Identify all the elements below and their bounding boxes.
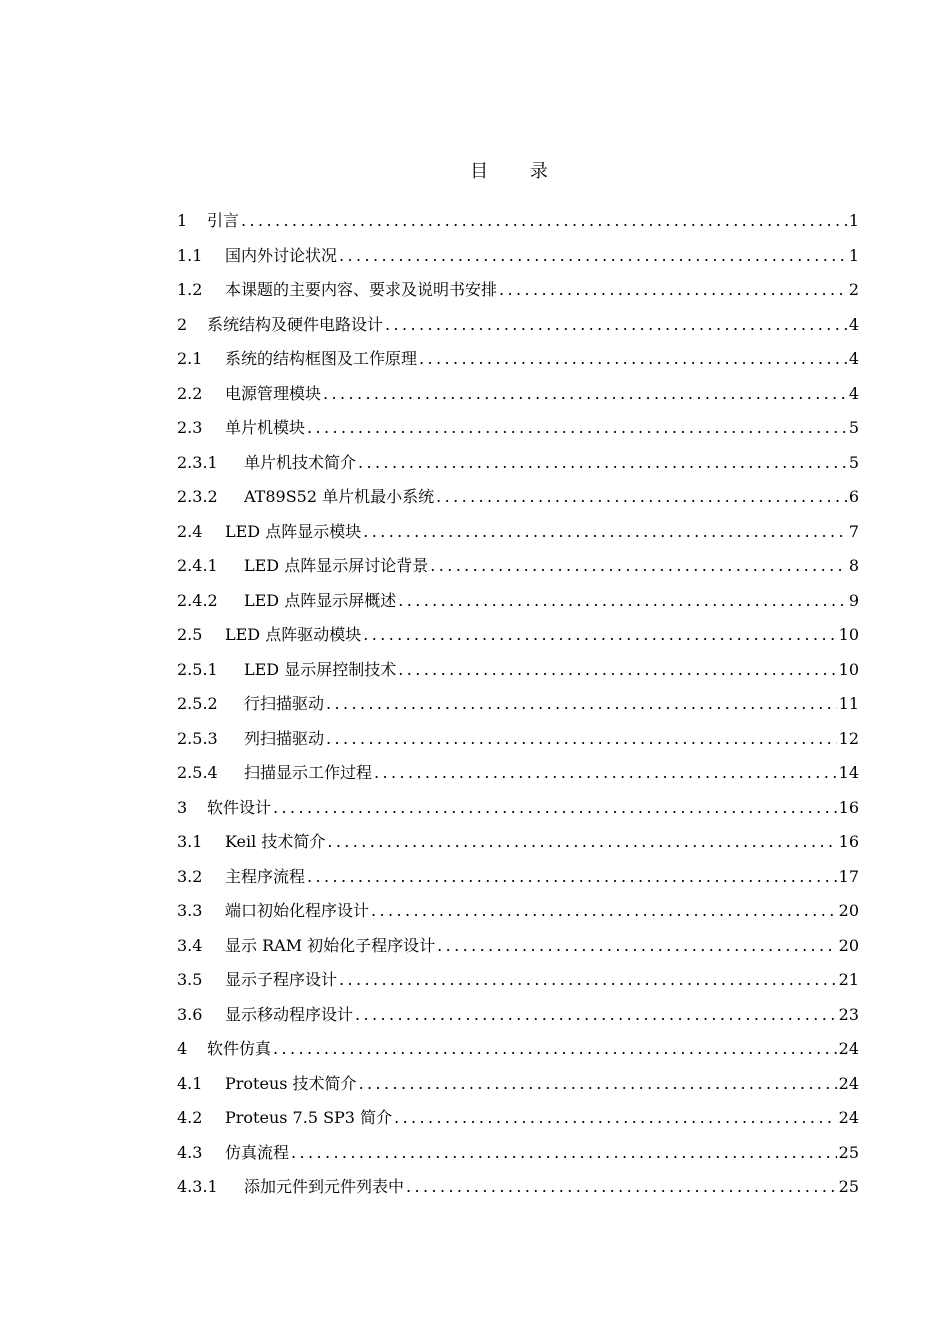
toc-entry[interactable] <box>177 827 859 862</box>
toc-dot-leader <box>406 1172 837 1202</box>
toc-entry[interactable] <box>177 689 859 724</box>
toc-dot-leader <box>394 1103 837 1133</box>
toc-entry[interactable] <box>177 793 859 828</box>
toc-entry-title: 引言 <box>207 211 240 230</box>
toc-entry-title: LED 点阵驱动模块 <box>225 625 362 644</box>
toc-entry-title: 显示 RAM 初始化子程序设计 <box>225 935 436 955</box>
toc-entry-page: 16 <box>838 832 859 851</box>
toc-entry[interactable] <box>177 448 859 483</box>
toc-entry-title: LED 点阵显示屏讨论背景 <box>244 556 429 575</box>
toc-entry-number: 3.5 <box>177 970 203 989</box>
toc-dot-leader <box>499 275 847 305</box>
toc-entry-number: 1.1 <box>177 245 203 265</box>
toc-entry-title: 主程序流程 <box>225 866 306 886</box>
toc-entry-title: 软件设计 <box>207 797 272 817</box>
toc-entry-title: 仿真流程 <box>225 1142 290 1162</box>
toc-dot-leader <box>371 896 837 926</box>
toc-entry[interactable] <box>177 896 859 931</box>
toc-entry-title: LED 点阵显示屏概述 <box>244 590 397 610</box>
toc-entry-number: 4.3 <box>177 1142 203 1162</box>
toc-entry-title: 系统结构及硬件电路设计 <box>207 314 384 334</box>
toc-entry[interactable] <box>177 655 859 690</box>
toc-dot-leader <box>323 379 847 409</box>
toc-dot-leader <box>273 793 837 823</box>
toc-entry-number: 3.3 <box>177 901 203 920</box>
toc-entry-title: LED 显示屏控制技术 <box>244 659 397 679</box>
toc-entry-number: 4.1 <box>177 1073 203 1093</box>
toc-entry[interactable] <box>177 1000 859 1035</box>
toc-entry-page: 1 <box>848 211 859 230</box>
toc-entry-page: 4 <box>848 349 859 368</box>
toc-entry-title: 端口初始化程序设计 <box>225 901 370 920</box>
toc-entry-number: 2.5.3 <box>177 728 218 748</box>
toc-entry-title: Proteus 技术简介 <box>225 1073 357 1093</box>
toc-entry-number: 2.5.2 <box>177 694 218 713</box>
toc-dot-leader <box>398 586 847 616</box>
toc-entry-title: 添加元件到元件列表中 <box>244 1177 405 1196</box>
toc-entry[interactable] <box>177 758 859 793</box>
toc-entry-title: 电源管理模块 <box>225 383 322 403</box>
toc-entry[interactable] <box>177 586 859 621</box>
toc-entry-number: 2.5.4 <box>177 763 218 782</box>
toc-dot-leader <box>437 931 836 961</box>
toc-entry[interactable] <box>177 620 859 655</box>
toc-dot-leader <box>339 965 837 995</box>
toc-entry[interactable] <box>177 862 859 897</box>
toc-entry[interactable] <box>177 241 859 276</box>
toc-entry-number: 1.2 <box>177 280 203 299</box>
toc-entry-number: 2.3 <box>177 418 203 437</box>
toc-entry-page: 7 <box>848 521 859 541</box>
toc-entry-number: 2.2 <box>177 383 203 403</box>
toc-entry-number: 3.4 <box>177 935 203 955</box>
toc-entry[interactable] <box>177 379 859 414</box>
toc-dot-leader <box>291 1138 837 1168</box>
toc-entry-number: 3.6 <box>177 1004 203 1024</box>
toc-entry-number: 4.3.1 <box>177 1177 218 1196</box>
toc-entry-page: 8 <box>848 556 859 575</box>
toc-entry[interactable] <box>177 551 859 586</box>
toc-entry[interactable] <box>177 206 859 241</box>
toc-entry-title: 行扫描驱动 <box>244 694 325 713</box>
toc-entry-number: 2.4 <box>177 521 203 541</box>
toc-dot-leader <box>327 827 836 857</box>
toc-dot-leader <box>273 1034 837 1064</box>
toc-entry[interactable] <box>177 517 859 552</box>
toc-entry[interactable] <box>177 1138 859 1173</box>
toc-entry-number: 2 <box>177 314 188 334</box>
toc-entry-title: Proteus 7.5 SP3 简介 <box>225 1108 393 1127</box>
toc-dot-leader <box>307 862 837 892</box>
toc-entry[interactable] <box>177 1069 859 1104</box>
toc-entry-page: 1 <box>848 245 859 265</box>
toc-entry-page: 24 <box>838 1039 859 1058</box>
toc-entry[interactable] <box>177 310 859 345</box>
toc-entry-page: 25 <box>838 1142 859 1162</box>
toc-entry[interactable] <box>177 344 859 379</box>
toc-dot-leader <box>363 620 836 650</box>
toc-entry-page: 20 <box>838 935 859 955</box>
toc-dot-leader <box>307 413 847 443</box>
toc-entry-page: 5 <box>848 452 859 472</box>
toc-dot-leader <box>398 655 836 685</box>
toc-entry-page: 23 <box>838 1004 859 1024</box>
toc-entry-page: 11 <box>838 694 859 713</box>
toc-entry-number: 1 <box>177 211 188 230</box>
toc-dot-leader <box>355 1000 837 1030</box>
toc-entry-number: 2.1 <box>177 349 203 368</box>
toc-entry-title: 显示子程序设计 <box>225 970 338 989</box>
toc-entry-number: 2.3.1 <box>177 452 218 472</box>
toc-entry-title: Keil 技术简介 <box>225 832 326 851</box>
toc-dot-leader <box>385 310 847 340</box>
toc-entry-page: 9 <box>848 590 859 610</box>
toc-entry-page: 12 <box>838 728 859 748</box>
toc-dot-leader <box>374 758 837 788</box>
toc-entry-title: 国内外讨论状况 <box>225 245 338 265</box>
toc-entry-number: 2.5 <box>177 625 203 644</box>
toc-entry-number: 4 <box>177 1039 188 1058</box>
toc-entry-title: 显示移动程序设计 <box>225 1004 354 1024</box>
toc-entry-number: 2.5.1 <box>177 659 218 679</box>
toc-entry-title: AT89S52 单片机最小系统 <box>244 487 435 506</box>
toc-entry-page: 4 <box>848 383 859 403</box>
toc-dot-leader <box>419 344 847 374</box>
toc-entry[interactable] <box>177 931 859 966</box>
table-of-contents <box>177 206 859 1207</box>
toc-entry[interactable] <box>177 482 859 517</box>
toc-entry-title: 扫描显示工作过程 <box>244 763 373 782</box>
toc-entry-page: 17 <box>838 866 859 886</box>
toc-entry-number: 2.3.2 <box>177 487 218 506</box>
toc-entry[interactable] <box>177 1103 859 1138</box>
toc-entry[interactable] <box>177 275 859 310</box>
toc-entry-number: 3 <box>177 797 188 817</box>
toc-entry-page: 21 <box>838 970 859 989</box>
toc-entry-title: LED 点阵显示模块 <box>225 521 362 541</box>
toc-entry[interactable] <box>177 1172 859 1207</box>
toc-entry-page: 6 <box>848 487 859 506</box>
toc-entry-number: 3.2 <box>177 866 203 886</box>
toc-entry-page: 10 <box>838 625 859 644</box>
toc-entry-page: 25 <box>838 1177 859 1196</box>
toc-dot-leader <box>363 517 847 547</box>
toc-entry-title: 单片机模块 <box>225 418 306 437</box>
toc-entry-number: 4.2 <box>177 1108 203 1127</box>
toc-entry-number: 2.4.2 <box>177 590 218 610</box>
toc-entry-title: 列扫描驱动 <box>244 728 325 748</box>
toc-entry-title: 系统的结构框图及工作原理 <box>225 349 418 368</box>
toc-entry-title: 本课题的主要内容、要求及说明书安排 <box>225 280 498 299</box>
toc-entry[interactable] <box>177 965 859 1000</box>
toc-entry-page: 14 <box>838 763 859 782</box>
toc-entry[interactable] <box>177 724 859 759</box>
toc-dot-leader <box>339 241 847 271</box>
toc-entry-title: 单片机技术简介 <box>244 452 357 472</box>
toc-title: 目 录 <box>470 161 566 182</box>
toc-entry[interactable] <box>177 1034 859 1069</box>
toc-dot-leader <box>326 689 837 719</box>
toc-entry-page: 2 <box>848 280 859 299</box>
toc-entry-page: 24 <box>838 1073 859 1093</box>
toc-entry-number: 3.1 <box>177 832 203 851</box>
toc-entry-page: 20 <box>838 901 859 920</box>
toc-dot-leader <box>436 482 847 512</box>
toc-entry-page: 10 <box>838 659 859 679</box>
toc-dot-leader <box>358 448 847 478</box>
toc-dot-leader <box>326 724 837 754</box>
toc-entry[interactable] <box>177 413 859 448</box>
toc-dot-leader <box>241 206 847 236</box>
toc-entry-page: 5 <box>848 418 859 437</box>
toc-dot-leader <box>359 1069 837 1099</box>
toc-entry-title: 软件仿真 <box>207 1039 272 1058</box>
toc-entry-number: 2.4.1 <box>177 556 218 575</box>
toc-entry-page: 24 <box>838 1108 859 1127</box>
toc-dot-leader <box>430 551 847 581</box>
toc-entry-page: 4 <box>848 314 859 334</box>
toc-entry-page: 16 <box>838 797 859 817</box>
